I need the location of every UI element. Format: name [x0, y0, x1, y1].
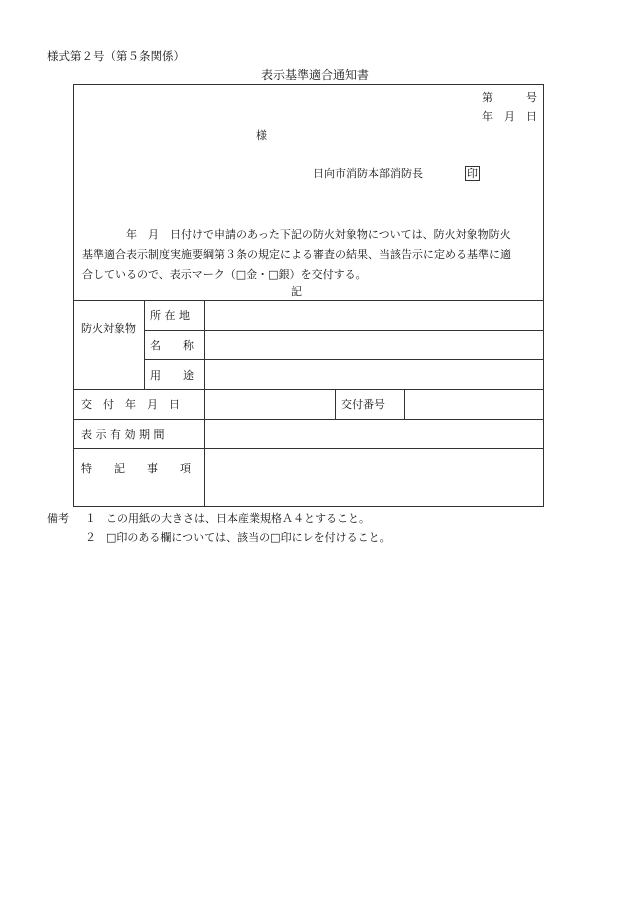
table-rule: [404, 389, 405, 419]
note-number: ２: [85, 531, 96, 544]
issuer-name: 日向市消防本部消防長: [313, 167, 423, 180]
table-rule: [73, 389, 544, 390]
notice-body: [82, 225, 544, 285]
note-text: この用紙の大きさは、日本産業規格Ａ４とすること。: [106, 512, 370, 525]
addressee-suffix: 様: [256, 129, 267, 142]
form-reference: 様式第２号（第５条関係）: [47, 49, 185, 63]
validity-period-label: 表 示 有 効 期 間: [81, 428, 165, 441]
date-field: 年 月 日: [482, 110, 537, 123]
table-rule: [73, 448, 544, 449]
body-line: 年 月 日付けで申請のあった下記の防火対象物については、防火対象物防火: [82, 228, 511, 241]
table-rule: [204, 300, 205, 507]
table-rule: [335, 389, 336, 419]
issue-date-label: 交 付 年 月 日: [81, 398, 180, 411]
note-number: １: [85, 512, 96, 525]
seal-mark: 印: [467, 167, 478, 180]
issue-number-label: 交付番号: [341, 398, 385, 411]
target-group-label: 防火対象物: [81, 322, 136, 335]
table-rule: [144, 300, 145, 389]
notes-heading: 備考: [47, 512, 69, 525]
body-line: 合しているので、表示マーク（□金・□銀）を交付する。: [82, 268, 367, 281]
location-label: 所 在 地: [150, 309, 190, 322]
table-rule: [73, 419, 544, 420]
ki-label: 記: [291, 285, 302, 298]
use-label: 用 途: [150, 369, 194, 382]
number-field: 第 号: [482, 91, 537, 104]
note-text: □印のある欄については、該当の□印にレを付けること。: [106, 531, 391, 544]
body-line: 基準適合表示制度実施要綱第３条の規定による審査の結果、当該告示に定める基準に適: [82, 248, 511, 261]
form-frame: [73, 84, 544, 507]
document-title: 表示基準適合通知書: [260, 68, 369, 82]
name-label: 名 称: [150, 339, 194, 352]
remarks-label: 特 記 事 項: [81, 462, 191, 475]
